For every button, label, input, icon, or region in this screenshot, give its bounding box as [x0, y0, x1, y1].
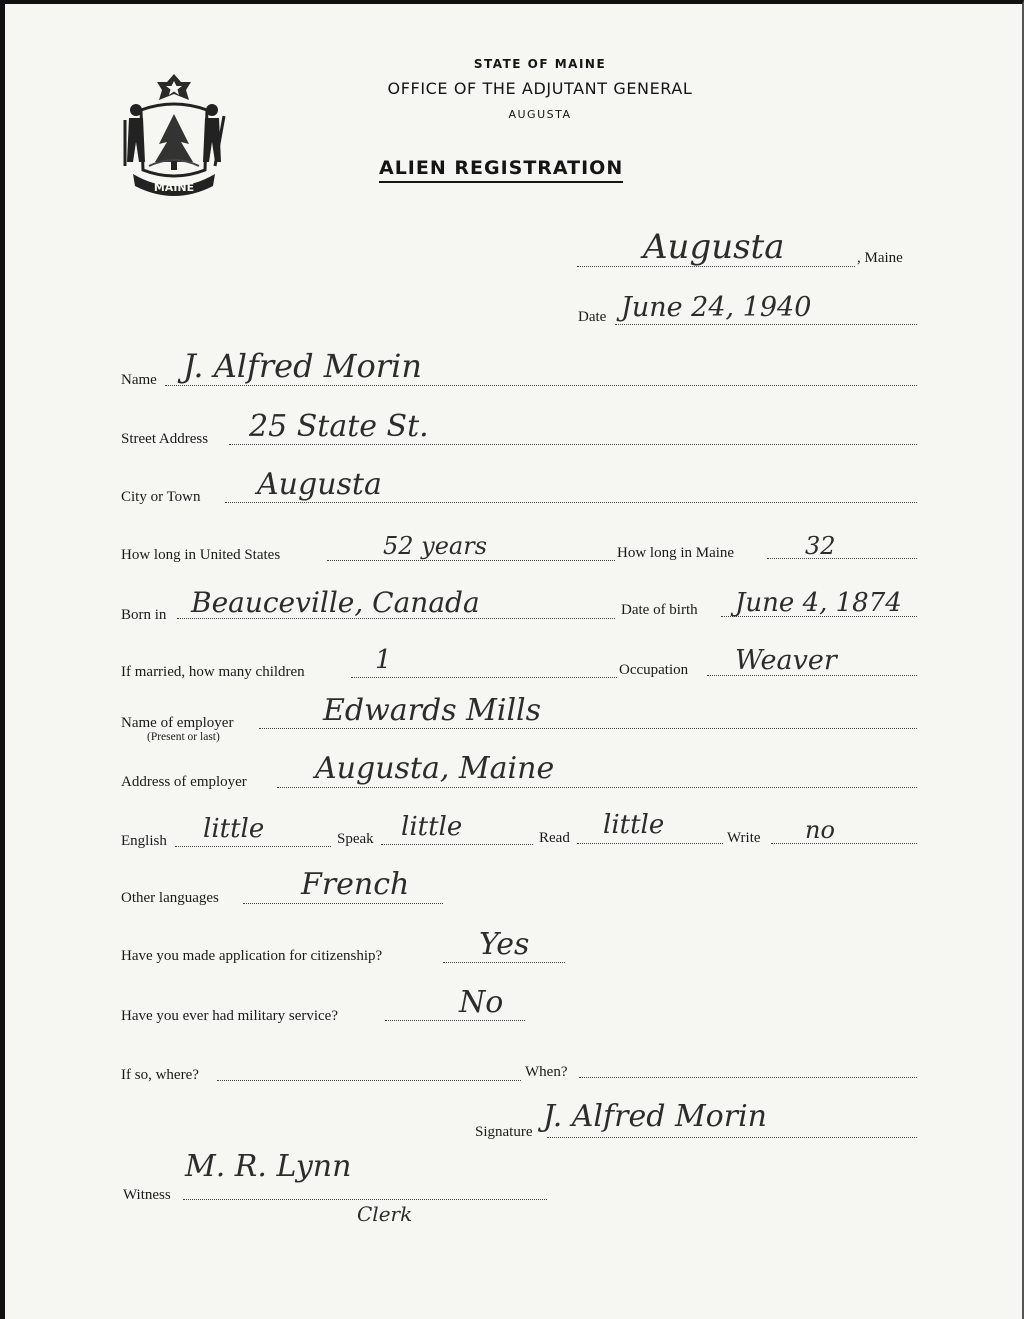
years-maine-line — [767, 558, 917, 559]
years-us-value: 52 years — [383, 532, 488, 560]
employer-address-label: Address of employer — [121, 774, 247, 790]
children-label: If married, how many children — [121, 664, 305, 680]
place-suffix: , Maine — [857, 250, 903, 266]
years-maine-value: 32 — [805, 532, 836, 560]
employer-address-value: Augusta, Maine — [315, 751, 555, 786]
street-line — [229, 444, 917, 445]
employer-line — [259, 728, 917, 729]
employer-label: Name of employer — [121, 715, 234, 731]
other-languages-label: Other languages — [121, 890, 219, 906]
name-label: Name — [121, 372, 157, 388]
header-state: STATE OF MAINE — [473, 57, 607, 71]
when-label: When? — [525, 1064, 568, 1080]
street-value: 25 State St. — [249, 409, 429, 444]
form-title: ALIEN REGISTRATION — [379, 157, 623, 183]
city-line — [225, 502, 917, 503]
employer-note: (Present or last) — [147, 731, 220, 743]
years-us-label: How long in United States — [121, 547, 281, 563]
speak-value: little — [401, 812, 463, 842]
military-line — [385, 1020, 525, 1021]
military-label: Have you ever had military service? — [121, 1008, 338, 1024]
signature-value: J. Alfred Morin — [543, 1099, 768, 1134]
state-seal-icon — [119, 70, 229, 200]
witness-title: Clerk — [357, 1202, 413, 1226]
date-value: June 24, 1940 — [621, 292, 812, 323]
citizenship-value: Yes — [479, 927, 530, 962]
date-label: Date — [578, 309, 607, 325]
city-label: City or Town — [121, 489, 201, 505]
witness-line — [183, 1199, 547, 1200]
write-line — [771, 843, 917, 844]
date-line — [615, 324, 917, 325]
where-label: If so, where? — [121, 1067, 199, 1083]
read-value: little — [603, 810, 665, 840]
city-value: Augusta — [257, 467, 382, 502]
employer-value: Edwards Mills — [323, 693, 542, 728]
occupation-label: Occupation — [619, 662, 689, 678]
speak-line — [381, 844, 533, 845]
header-city: AUGUSTA — [508, 108, 572, 121]
name-line — [165, 385, 917, 386]
born-label: Born in — [121, 607, 167, 623]
speak-label: Speak — [337, 831, 374, 847]
write-value: no — [805, 816, 835, 844]
dob-label: Date of birth — [621, 602, 698, 618]
children-value: 1 — [375, 645, 392, 675]
other-languages-line — [243, 903, 443, 904]
dob-value: June 4, 1874 — [735, 588, 902, 618]
employer-address-line — [277, 787, 917, 788]
occupation-value: Weaver — [735, 645, 837, 676]
read-label: Read — [539, 830, 570, 846]
when-line — [579, 1077, 917, 1078]
citizenship-label: Have you made application for citizenship? — [121, 948, 383, 964]
place-value: Augusta — [643, 227, 785, 267]
years-us-line — [327, 560, 615, 561]
where-line — [217, 1080, 521, 1081]
born-value: Beauceville, Canada — [191, 586, 480, 619]
read-line — [577, 843, 723, 844]
children-line — [351, 677, 617, 678]
signature-label: Signature — [475, 1124, 533, 1140]
write-label: Write — [727, 830, 761, 846]
header-office: OFFICE OF THE ADJUTANT GENERAL — [387, 79, 693, 98]
english-value: little — [203, 814, 265, 844]
military-value: No — [459, 985, 504, 1020]
witness-value: M. R. Lynn — [185, 1149, 352, 1184]
seal-scroll-text: MAINE — [153, 181, 195, 194]
years-maine-label: How long in Maine — [617, 545, 735, 561]
english-label: English — [121, 833, 167, 849]
name-value: J. Alfred Morin — [183, 347, 422, 385]
citizenship-line — [443, 962, 565, 963]
other-languages-value: French — [301, 867, 410, 902]
english-line — [175, 846, 331, 847]
witness-label: Witness — [123, 1187, 171, 1203]
street-label: Street Address — [121, 431, 209, 447]
signature-line — [547, 1137, 917, 1138]
